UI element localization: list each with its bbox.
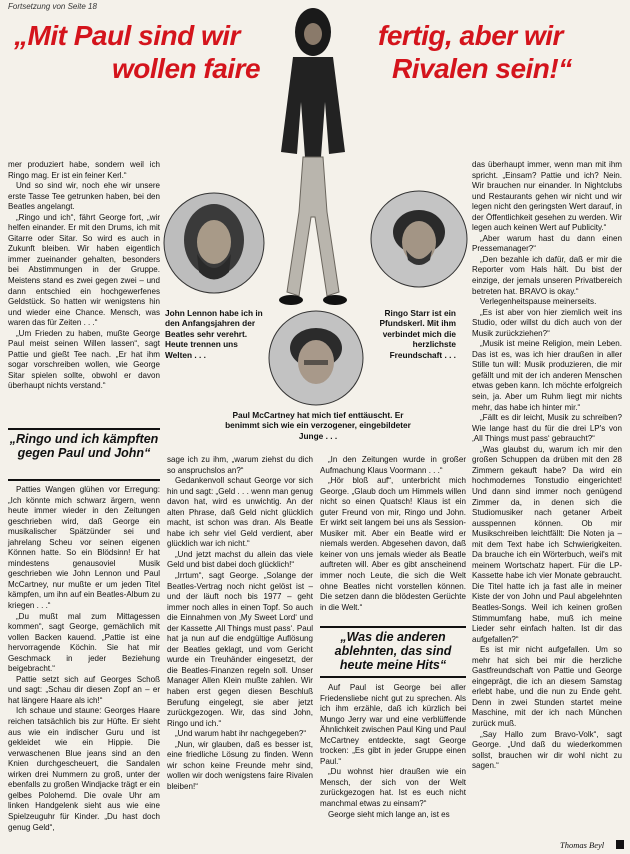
paul-mccartney-photo — [268, 310, 364, 406]
paragraph: Gedankenvoll schaut George vor sich hin und sagt: „Geld . . . wenn man genug davon hat, wird es unwichtig. An der alten Phrase, daß Geld nicht glücklich macht, ist schon was dran. Als Beatle habe ich sehr viel Geld verdient, aber glücklich war ich nicht.“ — [167, 476, 313, 549]
rule-bottom — [320, 676, 466, 678]
column-4 — [472, 160, 622, 772]
paragraph: „Den bezahle ich dafür, daß er mir die Reporter vom Hals hält. Du bist der einzige, der jemals unseren Privatbereich betreten hat. BRAVO is okay.“ — [472, 254, 622, 296]
paragraph: „Und warum habt ihr nachgegeben?“ — [175, 729, 307, 739]
john-lennon-photo — [163, 192, 265, 294]
paragraph: George sieht mich lange an, ist es — [328, 809, 450, 819]
paragraph: „Es ist aber von hier ziemlich weit ins Studio, oder willst du dich auch von der Musik zurückziehen?“ — [472, 307, 622, 338]
subhead-was-die-anderen: „Was die anderen ablehnten, das sind heute meine Hits“ — [334, 630, 452, 672]
paragraph: „Fällt es dir leicht, Musik zu schreiben? Wie lange hast du für die drei LP's von ‚All Things must pass‘ gebraucht?“ — [472, 413, 622, 444]
paragraph: Und so sind wir, noch ehe wir unsere erste Tasse Tee getrunken haben, bei den Beatles angelangt. — [8, 181, 160, 212]
paragraph: Auf Paul ist George bei aller Friedensliebe nicht gut zu sprechen. Als ich ihm erzähle, daß ich kürzlich bei Mungo Jerry war und eine verblüffende Ähnlichkeit zwischen Paul King und Paul McCartney entdeckte, sagt George trocken: „Es gibt in jeder Gruppe einen Paul.“ — [320, 683, 466, 766]
paragraph: „Du mußt mal zum Mittagessen kommen“, sagt George, gemächlich mit vollen Backen kauend. „Pattie ist eine hervorragende Köchin. Sie hat mir Geschmack in jeder Beziehung beigebracht.“ — [8, 611, 160, 674]
caption-mccartney: Paul McCartney hat mich tief enttäuscht. Er benimmt sich wie ein verzogener, eingebildeter Junge . . . — [225, 410, 411, 441]
paragraph: „Aber warum hast du dann einen Pressemanager?“ — [472, 233, 622, 254]
caption-lennon: John Lennon habe ich in den Anfangsjahren der Beatles sehr verehrt. Heute trennen uns Welten . . . — [165, 308, 263, 360]
headline-line1-right: fertig, aber wir — [378, 20, 563, 51]
rule-top — [320, 626, 466, 628]
headline-line2-left: wollen faire — [112, 53, 261, 84]
paragraph: Ich schaue und staune: Georges Haare reichen tatsächlich bis zur Hüfte. Er sieht aus wie ein indischer Guru und ist gekleidet wie ein Hippie. Die verwaschenen Blue jeans sind an den Knien durchgescheuert, die Sandalen wirken drei Nummern zu groß, unter der ebenfalls zu großen Windjacke trägt er ein gelbes Polohemd. Die ovale Uhr am linken Handgelenk sieht aus wie eine Spielzeuguhr für Kinder. „Du hast doch genug Geld“, — [8, 706, 160, 832]
paragraph: „Irrtum“, sagt George. „Solange der Beatles-Vertrag noch nicht gelöst ist – und der läuft noch bis 1977 – geht immer noch alles in einen Topf. So auch die Einnahmen von ‚My Sweet Lord‘ und der Kassette ‚All Things must pass‘. Paul hat ja nun auf die endgültige Auflösung der Beatles geklagt, und vom Gericht wurde ein Treuhänder eingesetzt, der die Beatles-Finanzen regeln soll. Unser Manager Allen Klein mußte zahlen. Wir haben erst gegen diesen Beschluß Berufung eingelegt, sie aber jetzt zurückgezogen. Wir, das sind John, Ringo und ich.“ — [167, 571, 313, 728]
headline-line2-right: Rivalen sein!“ — [392, 53, 572, 84]
column-1-top — [8, 160, 160, 392]
paragraph: „Was glaubst du, warum ich mir den großen Schuppen da drüben mit den 28 Zimmern gekauft habe? Da wird ein hochmodernes Tonstudio eingerichtet! Und dann sind immer noch genügend Zimmer da, in denen sich die Studiomusiker nach getaner Arbeit ausspennen können. Ob mir Musikschreiben leichtfällt: Die Noten ja – mit dem Text habe ich Schwierigkeiten. Da brauche ich ein Wörterbuch, weil's mit meinem Wortschatz hapert. Für die LP-Kassette habe ich vier Monate gebraucht. Die Titel hatte ich ja fast alle in meiner Kiste der von John und Paul abgelehnten Beatles-Songs. Weil ich keinen großen Stimmumfang habe, muß ich meine Lieder sehr einfach halten. Ist dir das aufgefallen?“ — [472, 444, 622, 644]
paragraph: „Say Hallo zum Bravo-Volk“, sagt George. „Und daß du wiederkommen sollst, brauchen wir dir wohl nicht zu sagen.“ — [472, 729, 622, 771]
paragraph: „Und jetzt machst du allein das viele Geld und bist dabei doch glücklich!“ — [167, 549, 313, 570]
paragraph: das überhaupt immer, wenn man mit ihm spricht. „Einsam? Pattie und ich? Nein. Wir brauchen nur einander. In Nightclubs und Restaurants gehen wir nicht und wir legen nicht den geringsten Wert darauf, in der Öffentlichkeit gesehen zu werden. Wir legen auch keinen Wert auf Publicity.“ — [472, 160, 622, 233]
column-2 — [167, 455, 313, 793]
paragraph: Pattie setzt sich auf Georges Schoß und sagt: „Schau dir diesen Zopf an – er hat längere Haare als ich!“ — [8, 674, 160, 705]
paragraph: Es ist mir nicht aufgefallen. Um so mehr hat sich bei mir die herzliche Gastfreundschaft von Pattie und George eingeprägt, die ich an diesem Samstag erlebt habe, und die nun zu Ende geht. Denn in zwei Stunden startet meine Maschine, mit der ich nach München zurück muß. — [472, 645, 622, 728]
rule-top — [8, 428, 160, 430]
paragraph: „Ringo und ich“, fährt George fort, „wir helfen einander. Er mit den Drums, ich mit Gitarre oder Sitar. So wird es auch in Zukunft bleiben. Wir haben eigentlich immer zueinander gehalten, besonders bei Abstimmungen in der Gruppe. Meistens stand es zwei gegen zwei – und dann entschied ein hochgewerfenes Geldstück. So hatten wir wenigstens hin und wieder eine Chance. Mensch, was waren das für Zeiten . . .“ — [8, 212, 160, 328]
paragraph: „Um Frieden zu haben, mußte George Paul meist seinen Willen lassen“, sagt Pattie und gießt Tee nach. „Er hat ihm sogar vorschreiben wollen, wie George Sitar spielen sollte, obwohl er davon überhaupt nichts verstand.“ — [8, 328, 160, 391]
paragraph: Verlegenheitspause meinerseits. — [480, 297, 597, 307]
end-mark — [616, 840, 624, 849]
paragraph: mer produziert habe, sondern weil ich Ringo mag. Er ist ein feiner Kerl.“ — [8, 160, 160, 180]
george-harrison-photo — [253, 2, 373, 314]
continued-note: Fortsetzung von Seite 18 — [8, 2, 97, 11]
paragraph: „In den Zeitungen wurde in großer Aufmachung Klaus Voormann . . .“ — [320, 455, 466, 475]
paragraph: „Nun, wir glauben, daß es besser ist, eine friedliche Lösung zu finden. Wenn wir schon keine Freunde mehr sind, wollen wir doch wenigstens faire Rivalen bleiben!“ — [167, 739, 313, 791]
ringo-starr-photo — [370, 190, 468, 288]
paragraph: sage ich zu ihm, „warum ziehst du dich so anspruchslos an?“ — [167, 455, 313, 475]
paragraph: „Du wohnst hier draußen wie ein Mensch, der sich von der Welt zurückgezogen hat. Ist es euch nicht manchmal etwas zu einsam?“ — [320, 767, 466, 809]
rule-bottom — [8, 479, 160, 481]
author-signature: Thomas Beyl — [560, 840, 605, 850]
headline-line1-left: „Mit Paul sind wir — [14, 20, 240, 51]
column-3-top — [320, 455, 466, 613]
paragraph: „Musik ist meine Religion, mein Leben. Das ist es, was ich hier draußen in aller Stille tun will: Musik produzieren, die mir gefällt und mit der ich anderen Menschen etwas geben kann. Ich möchte erfolgreich sein, ja. Aber um Ruhm liegt mir nichts mehr, das habe ich hinter mir.“ — [472, 339, 622, 412]
column-1-bottom — [8, 485, 160, 833]
paragraph: „Hör bloß auf“, unterbricht mich George. „Glaub doch um Himmels willen nicht so einen Quatsch! Klaus ist ein guter Freund von mir, Ringo und John. Er wirkt seit langem bei uns als Session-Musiker mit. Aber ein Beatle wird er niemals werden. Abgesehen davon, daß keiner von uns jemals wieder als Beatle auftreten will. Aber es gibt anscheinend immer noch Leute, die sich die Welt ohne Beatles nicht vorstellen können. Die setzen dann die blödesten Gerüchte in die Welt.“ — [320, 476, 466, 612]
column-3-bottom — [320, 683, 466, 820]
paragraph: Patties Wangen glühen vor Erregung: „Ich könnte mich schwarz ärgern, wenn heute immer wieder in den Zeitungen geschrieben wird, daß George ein musikalischer Spätzünder sei und jahrelang Scheu vor seinen eigenen Können hatte. So ein Blödsinn! Er hat mindestens genausoviel Musik geschrieben wie John Lennon und Paul McCartney, nur mußte er um jeden Titel kämpfen, um ihn auf ein Beatles-Album zu kriegen . . .“ — [8, 485, 160, 611]
subhead-ringo-und-ich: „Ringo und ich kämpften gegen Paul und John“ — [9, 432, 159, 460]
caption-starr: Ringo Starr ist ein Pfundskerl. Mit ihm verbindet mich die herzlichste Freundschaft . . . — [379, 308, 456, 360]
